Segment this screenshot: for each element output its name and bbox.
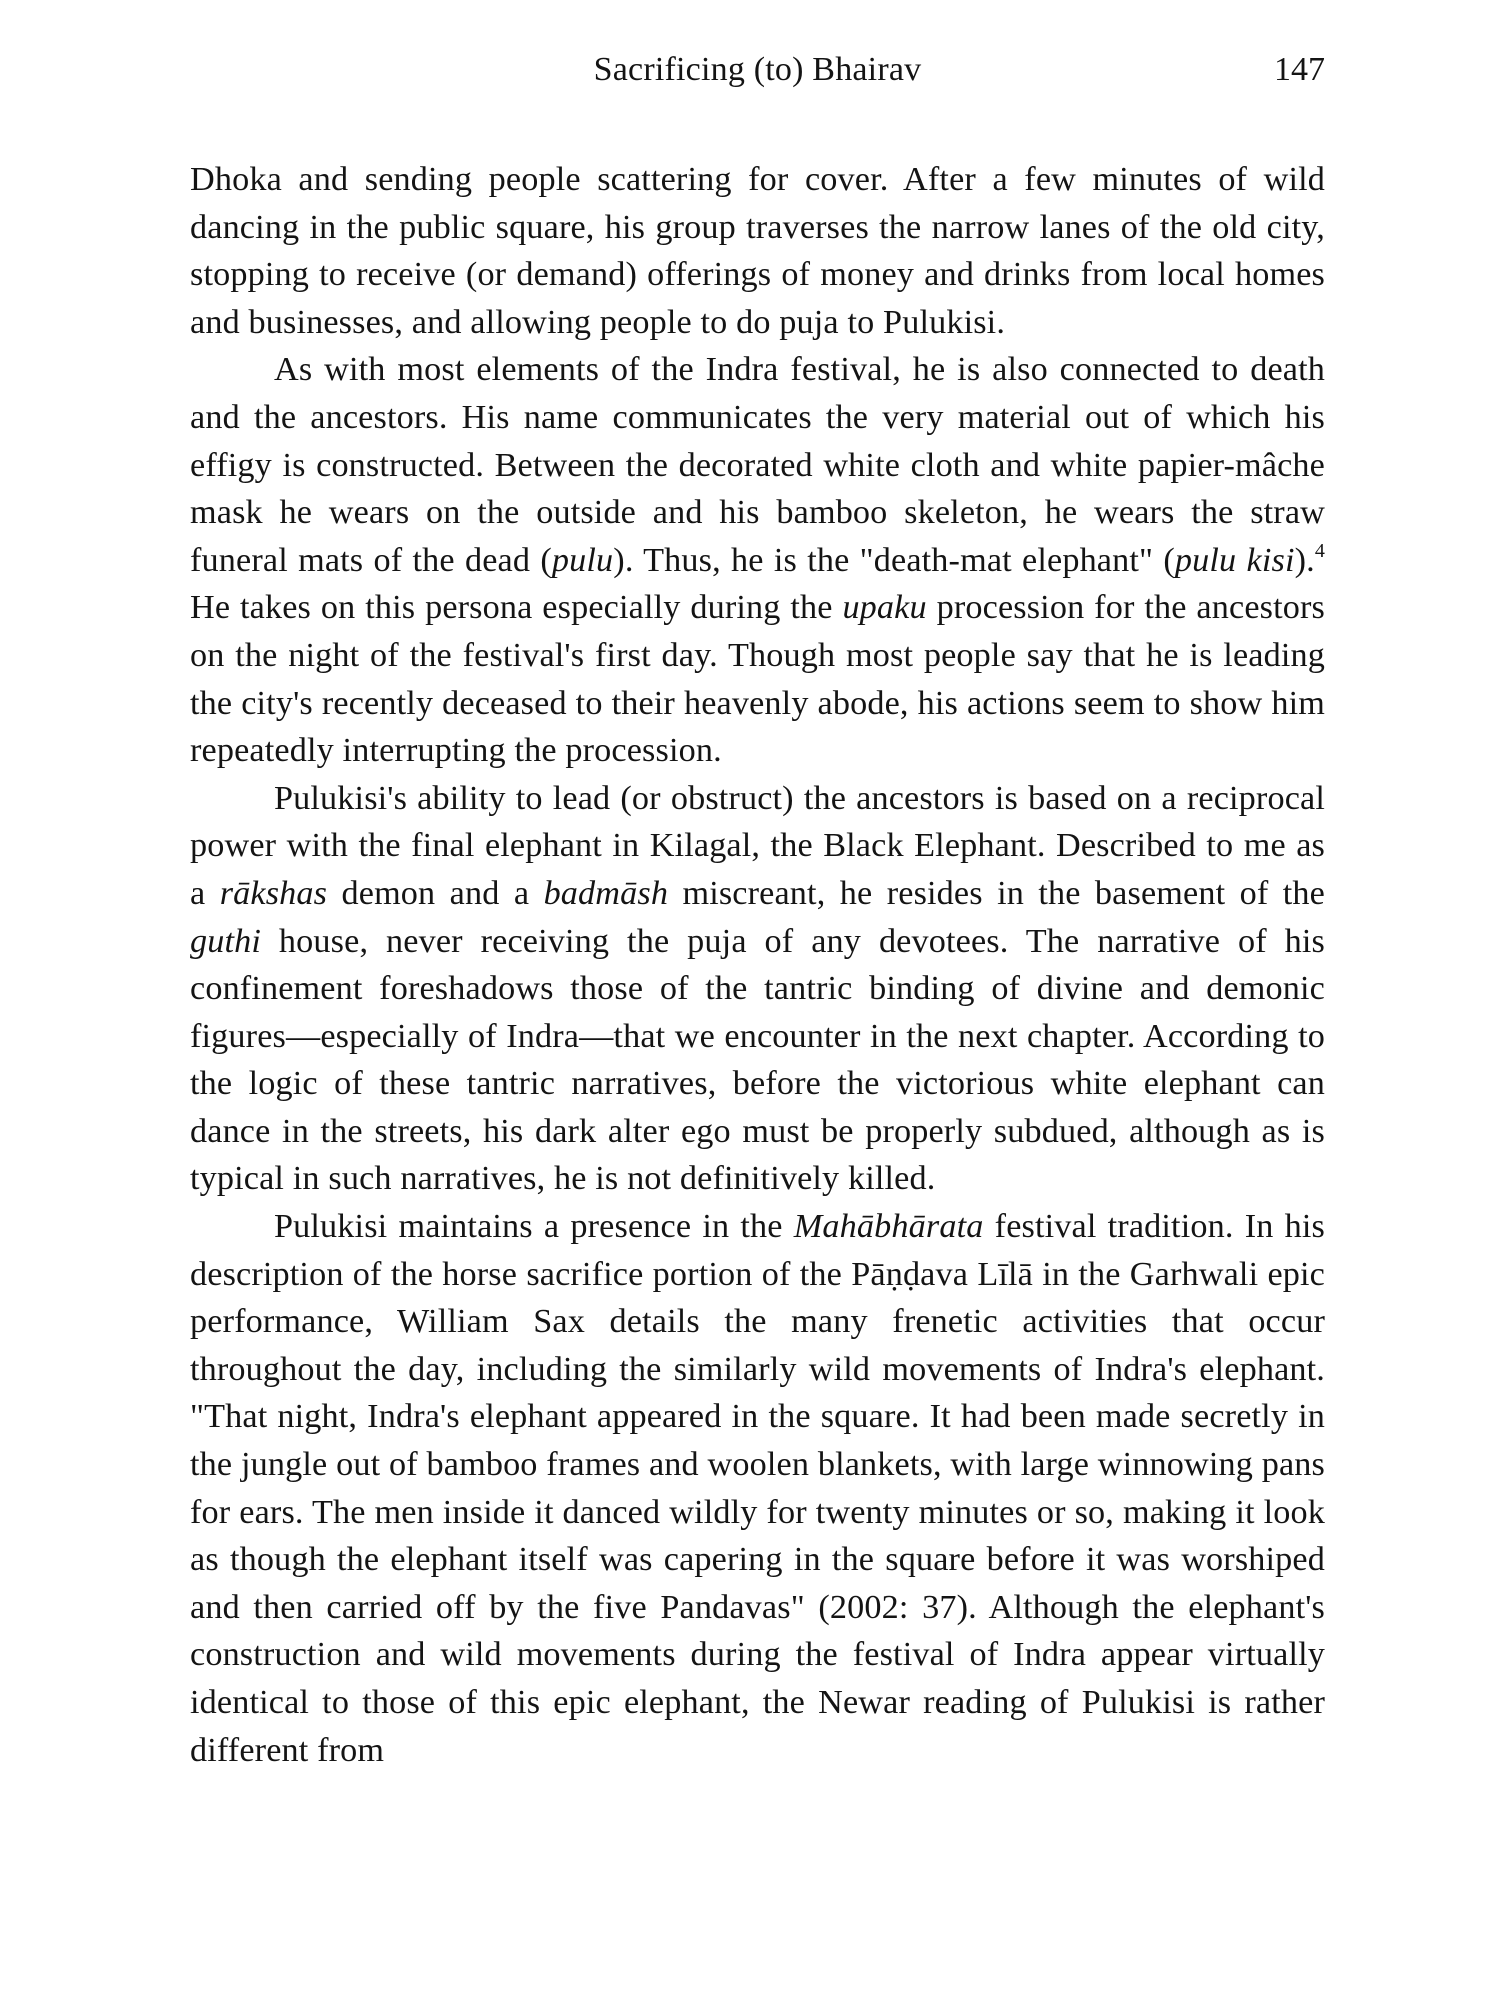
text-segment: miscreant, he resides in the basement of the bbox=[668, 874, 1325, 912]
paragraph-2 bbox=[190, 346, 1325, 774]
running-head bbox=[190, 40, 1325, 100]
italic-term-guthi: guthi bbox=[190, 922, 262, 960]
text-segment: house, never receiving the puja of any devotees. The narrative of his confinement foreshadows those of the tantric binding of divine and demonic figures—especially of Indra—that we encounter in the next chapter. According to the logic of these tantric narratives, before the victorious white elephant can dance in the streets, his dark alter ego must be properly subdued, although as is typical in such narratives, he is not definitively killed. bbox=[190, 922, 1325, 1198]
footnote-marker: 4 bbox=[1314, 539, 1325, 562]
page-number: 147 bbox=[1274, 51, 1325, 88]
italic-term-rakshas: rākshas bbox=[219, 874, 328, 912]
text-segment: Dhoka and sending people scattering for cover. After a few minutes of wild dancing in the public square, his group traverses the narrow lanes of the old city, stopping to receive (or demand) offerings of money and drinks from local homes and businesses, and allowing people to do puja to Pulukisi. bbox=[190, 161, 1325, 341]
text-segment: ). bbox=[1294, 541, 1315, 579]
italic-term-pulu-kisi: pulu kisi bbox=[1174, 541, 1295, 579]
italic-term-badmash: badmāsh bbox=[543, 874, 669, 912]
text-segment: demon and a bbox=[327, 874, 544, 912]
text-segment: procession for the ancestors on the night of the festival's first day. Though most people say that he is leading the city's recently deceased to their heavenly abode, his actions seem to show him repeatedly interrupting the procession. bbox=[190, 589, 1325, 770]
book-page bbox=[190, 40, 1325, 1980]
text-segment: festival tradition. In his description of the horse sacrifice portion of the Pāṇḍava Līlā in the Garhwali epic performance, William Sax details the many frenetic activities that occur throughout the day, including the similarly wild movements of Indra's elephant. "That night, Indra's elephant appeared in the square. It had been made secretly in the jungle out of bamboo frames and woolen blankets, with large winnowing pans for ears. The men inside it danced wildly for twenty minutes or so, making it look as though the elephant itself was capering in the square before it was worshiped and then carried off by the five Pandavas" (2002: 37). Although the elephant's construction and wild movements during the festival of Indra appear virtually identical to those of this epic elephant, the Newar reading of Pulukisi is rather different from bbox=[190, 1208, 1325, 1769]
text-segment: As with most elements of the Indra festival, he is also connected to death and the ancestors. His name communicates the very material out of which his effigy is constructed. Between the decorated white cloth and white papier-mâche mask he wears on the outside and his bamboo skeleton, he wears the straw funeral mats of the dead ( bbox=[190, 351, 1325, 579]
paragraph-4 bbox=[190, 1203, 1325, 1774]
paragraph-1 bbox=[190, 156, 1325, 346]
text-segment: ). Thus, he is the "death-mat elephant" ( bbox=[613, 541, 1175, 579]
text-segment: Pulukisi maintains a presence in the bbox=[274, 1208, 794, 1246]
paragraph-3 bbox=[190, 775, 1325, 1203]
italic-term-mahabharata: Mahābhārata bbox=[793, 1208, 984, 1246]
running-title: Sacrificing (to) Bhairav bbox=[593, 51, 922, 88]
body-text bbox=[190, 156, 1325, 1774]
italic-term-pulu: pulu bbox=[551, 541, 614, 579]
italic-term-upaku: upaku bbox=[842, 589, 927, 627]
text-segment: Pulukisi's ability to lead (or obstruct) the ancestors is based on a reciprocal power with the final elephant in Kilagal, the Black Elephant. Described to me as a bbox=[190, 779, 1325, 912]
text-segment: He takes on this persona especially during the bbox=[190, 589, 843, 627]
